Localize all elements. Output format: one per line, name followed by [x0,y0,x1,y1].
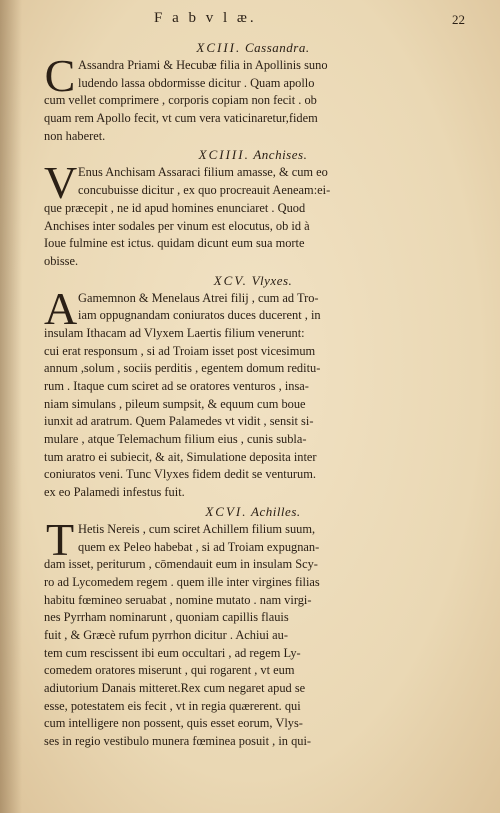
fable-heading [44,502,462,521]
fable-number: XCIIII. [198,147,250,163]
drop-cap: A [44,282,78,334]
fable-heading [44,145,462,164]
text-line: cui erat responsum , si ad Troiam isset post vicesimum [44,343,316,358]
text-line: fuit , & Græcè rufum pyrrhon dicitur . Achiui au- [44,627,288,642]
fable-section [44,38,462,145]
text-line: habitu fœmineo seruabat , nomine mutato . nam virgi- [44,592,312,607]
text-line: Gamemnon & Menelaus Atrei filij , cum ad Tro- [78,290,319,305]
drop-cap: C [44,50,76,101]
text-line: ro ad Lycomedem regem . quem ille inter virgines filias [44,574,320,589]
fable-body [44,50,462,145]
text-line: mulare , atque Telemachum filium eius , cunis subla- [44,432,307,447]
running-title: F a b v l æ. [154,10,257,26]
fable-section [44,145,462,270]
drop-cap: T [45,513,75,565]
text-line: insulam Ithacam ad Vlyxem Laertis filium venerunt: [44,325,305,340]
fable-title: Anchises. [253,147,308,163]
text-line: coniuratos veni. Tunc Vlyxes fidem dedit se venturum. [44,467,316,482]
text-line: Anchises inter sodales per vinum est elocutus, ob id à [44,218,310,233]
text-line: ex eo Palamedi infestus fuit. [44,485,185,500]
fable-body [44,513,462,751]
text-line: niam simulans , pileum sumpsit, & equum cum boue [44,396,306,411]
text-line: ludendo lassa obdormisse dicitur . Quam apollo [78,75,315,90]
text-line: tum aratro ei subiecit, & ait, Simulatione deposita inter [44,449,317,464]
fable-body [44,157,462,270]
fable-title: Vlyxes. [251,272,293,288]
fable-heading [44,271,462,290]
fable-title: Cassandra. [245,40,310,55]
text-line: iunxit ad aratrum. Quem Palamedes vt vidit , sensit si- [44,414,314,429]
text-block [44,38,462,751]
text-line: Assandra Priami & Hecubæ filia in Apollinis suno [78,58,328,72]
text-line: iam oppugnandam coniuratos duces ducerent , in [78,308,321,323]
text-line: esse, potestatem eis fecit , vt in regia quærerent. qui [44,698,301,713]
running-head [0,10,500,30]
fable-number: XCV. [213,272,248,288]
fable-title: Achilles. [251,503,301,519]
text-line: adiutorium Danais mitteret.Rex cum negaret apud se [44,681,306,695]
fable-section [44,502,462,751]
text-line: nes Pyrrham nominarunt , quoniam capillis flauis [44,610,289,625]
text-line: Ioue fulmine est ictus. quidam dicunt eum sua morte [44,236,305,251]
text-line: que præcepit , ne id apud homines enunciaret . Quod [44,200,306,215]
page-number: 22 [452,12,465,27]
text-line: cum intelligere non possent, quis esset eorum, Vlys- [44,716,303,731]
text-line: quam rem Apollo fecit, vt cum vera vaticinaretur,fidem [44,111,318,126]
drop-cap: V [44,157,78,209]
text-line: Hetis Nereis , cum sciret Achillem filium suum, [78,521,316,536]
fable-body [44,282,462,502]
text-line: dam isset, periturum , cōmendauit eum in insulam Scy- [44,557,318,572]
text-line: non haberet. [44,128,106,143]
text-line: obisse. [44,253,79,268]
text-line: Enus Anchisam Assaraci filium amasse, & cum eo [78,165,328,180]
text-line: ses in regio vestibulo munera fœminea posuit , in qui- [44,734,312,749]
text-line: comedem oratores miserunt , qui rogarent , vt eum [44,663,295,678]
text-line: annum ,solum , sociis perditis , egentem domum reditu- [44,361,321,376]
text-line: rum . Itaque cum sciret ad se oratores venturos , insa- [44,379,309,393]
text-line: tem cum rescissent ibi eum occultari , ad regem Ly- [44,645,301,660]
fable-number: XCVI. [205,503,248,519]
fable-number: XCIII. [196,40,242,55]
text-line: cum vellet comprimere , corporis copiam non fecit . ob [44,93,317,108]
text-line: concubuisse dicitur , ex quo procreauit Aeneam:ei- [78,183,331,198]
binding-shadow [0,0,22,813]
text-line: quem ex Peleo habebat , si ad Troiam expugnan- [78,539,320,554]
fable-heading [44,38,462,57]
fable-section [44,271,462,502]
